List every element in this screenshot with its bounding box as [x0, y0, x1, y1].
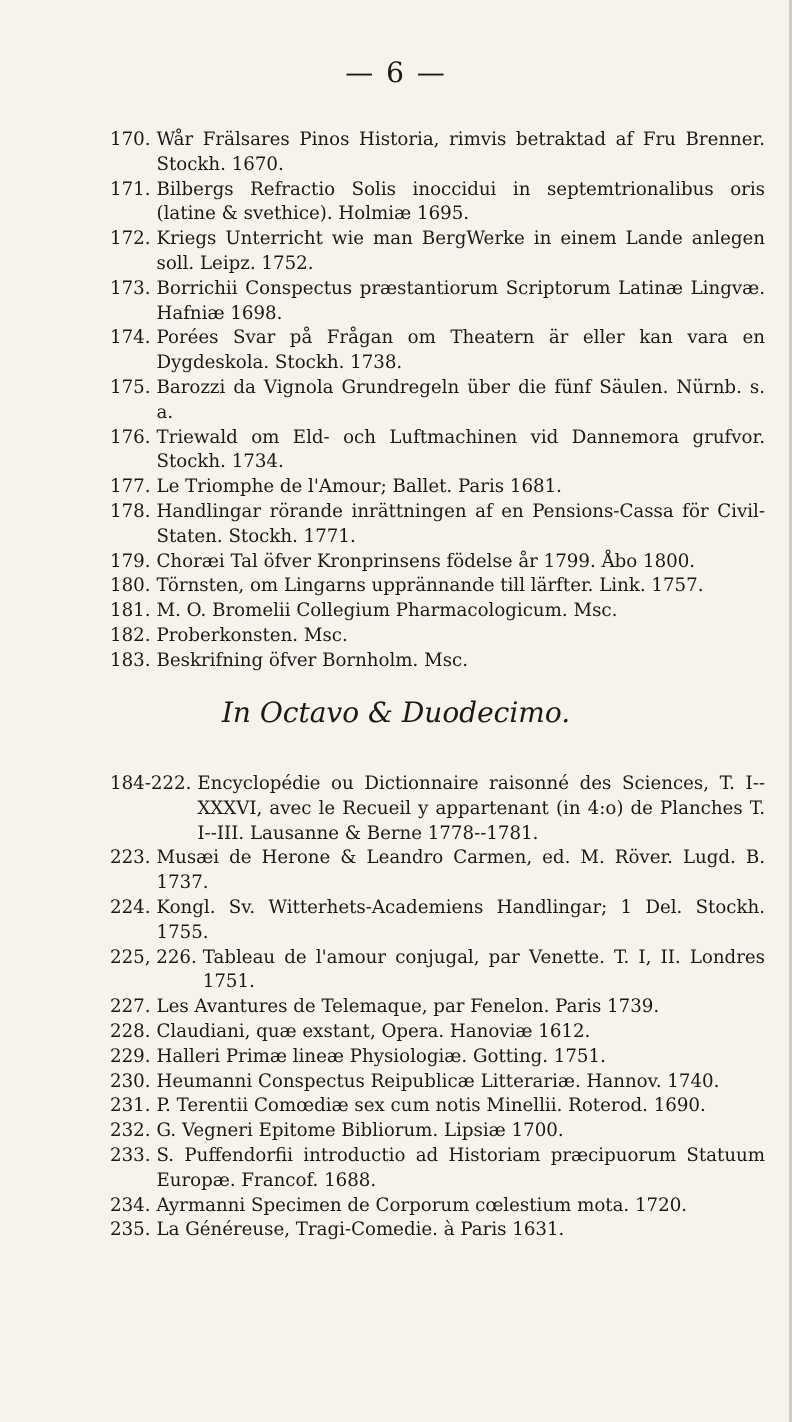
entry-number: 175. — [110, 376, 151, 398]
list-item — [110, 178, 765, 228]
entry-number: 179. — [110, 550, 151, 572]
entry-text: Encyclopédie ou Dictionnaire raisonné des Sciences, T. I--XXXVI, avec le Recueil y appartenant (in 4:o) de Planches T. I--III. Lausanne & Berne 1778--1781. — [197, 773, 765, 844]
entry-text: Heumanni Conspectus Reipublicæ Litterariæ. Hannov. 1740. — [156, 1070, 720, 1092]
entry-text: Handlingar rörande inrättningen af en Pensions-Cassa för Civil-Staten. Stockh. 1771. — [156, 500, 765, 547]
entry-number: 234. — [110, 1194, 151, 1216]
entry-text: Choræi Tal öfver Kronprinsens födelse år 1799. Åbo 1800. — [156, 550, 696, 572]
entry-number: 230. — [110, 1070, 151, 1092]
entry-number: 176. — [110, 426, 151, 448]
page-number: — 6 — — [345, 56, 447, 89]
entry-text: S. Puffendorfii introductio ad Historiam præcipuorum Statuum Europæ. Francof. 1688. — [156, 1144, 765, 1191]
entry-number: 225, 226. — [110, 946, 197, 968]
entry-text: Barozzi da Vignola Grundregeln über die fünf Säulen. Nürnb. s. a. — [156, 376, 765, 423]
list-item — [110, 1144, 765, 1194]
catalogue-list-octavo — [110, 772, 765, 1243]
entry-number: 235. — [110, 1219, 151, 1241]
entry-number: 177. — [110, 476, 151, 498]
entry-text: M. O. Bromelii Collegium Pharmacologicum. Msc. — [156, 600, 618, 622]
list-item — [110, 1094, 765, 1119]
entry-number: 172. — [110, 228, 151, 250]
entry-text: Triewald om Eld- och Luftmachinen vid Dannemora grufvor. Stockh. 1734. — [156, 426, 765, 473]
entry-number: 178. — [110, 500, 151, 522]
entry-text: P. Terentii Comœdiæ sex cum notis Minellii. Roterod. 1690. — [156, 1095, 706, 1117]
entry-text: Musæi de Herone & Leandro Carmen, ed. M. Röver. Lugd. B. 1737. — [156, 847, 765, 894]
list-item — [110, 946, 765, 996]
entry-text: Proberkonsten. Msc. — [156, 624, 348, 646]
entry-text: Tableau de l'amour conjugal, par Venette. T. I, II. Londres 1751. — [202, 946, 765, 993]
entry-text: Ayrmanni Specimen de Corporum cœlestium mota. 1720. — [156, 1194, 688, 1216]
list-item — [110, 227, 765, 277]
list-item — [110, 1218, 765, 1243]
entry-text: Borrichii Conspectus præstantiorum Scriptorum Latinæ Lingvæ. Hafniæ 1698. — [156, 277, 765, 324]
entry-text: Kriegs Unterricht wie man BergWerke in einem Lande anlegen soll. Leipz. 1752. — [156, 228, 765, 274]
list-item — [110, 896, 765, 946]
list-item — [110, 550, 765, 575]
entry-text: Porées Svar på Frågan om Theatern är eller kan vara en Dygdeskola. Stockh. 1738. — [156, 327, 765, 374]
list-item — [110, 599, 765, 624]
entry-text: G. Vegneri Epitome Bibliorum. Lipsiæ 1700. — [156, 1120, 564, 1142]
entry-text: Les Avantures de Telemaque, par Fenelon. Paris 1739. — [156, 996, 660, 1018]
entry-number: 173. — [110, 277, 151, 299]
entry-text: Halleri Primæ lineæ Physiologiæ. Gotting. 1751. — [156, 1045, 606, 1067]
list-item — [110, 277, 765, 327]
entry-number: 233. — [110, 1144, 151, 1166]
entry-number: 232. — [110, 1120, 151, 1142]
entry-number: 171. — [110, 178, 151, 200]
list-item — [110, 624, 765, 649]
entry-number: 227. — [110, 996, 151, 1018]
list-item — [110, 475, 765, 500]
list-item — [110, 846, 765, 896]
list-item — [110, 500, 765, 550]
entry-text: Beskrifning öfver Bornholm. Msc. — [156, 649, 469, 671]
list-item — [110, 1070, 765, 1095]
entry-number: 183. — [110, 649, 151, 671]
entry-number: 182. — [110, 624, 151, 646]
list-item — [110, 1119, 765, 1144]
entry-number: 170. — [110, 129, 151, 150]
entry-text: Wår Frälsares Pinos Historia, rimvis betraktad af Fru Brenner. Stockh. 1670. — [156, 129, 765, 175]
entry-number: 228. — [110, 1020, 151, 1042]
entry-text: La Généreuse, Tragi-Comedie. à Paris 1631. — [156, 1219, 565, 1241]
entry-text: Le Triomphe de l'Amour; Ballet. Paris 1681. — [156, 476, 562, 498]
entry-text: Bilbergs Refractio Solis inoccidui in septemtrionalibus oris (latine & svethice). Holmiæ 1695. — [156, 178, 765, 225]
entry-text: Törnsten, om Lingarns upprännande till lärfter. Link. 1757. — [156, 575, 704, 597]
list-item — [110, 1020, 765, 1045]
list-item — [110, 995, 765, 1020]
entry-number: 181. — [110, 600, 151, 622]
entry-number: 180. — [110, 575, 151, 597]
entry-text: Claudiani, quæ exstant, Opera. Hanoviæ 1612. — [156, 1020, 591, 1042]
list-item — [110, 649, 765, 674]
list-item — [110, 376, 765, 426]
list-item — [110, 128, 765, 178]
entry-number: 229. — [110, 1045, 151, 1067]
list-item — [110, 772, 765, 846]
entry-text: Kongl. Sv. Witterhets-Academiens Handlingar; 1 Del. Stockh. 1755. — [156, 896, 765, 943]
entry-number: 231. — [110, 1095, 151, 1117]
list-item — [110, 1045, 765, 1070]
catalogue-list-folio — [110, 128, 765, 674]
list-item — [110, 326, 765, 376]
entry-number: 184-222. — [110, 773, 192, 794]
section-heading: In Octavo & Duodecimo. — [221, 696, 571, 729]
entry-number: 174. — [110, 327, 151, 349]
list-item — [110, 574, 765, 599]
list-item — [110, 426, 765, 476]
entry-number: 224. — [110, 896, 151, 918]
list-item — [110, 1194, 765, 1219]
entry-number: 223. — [110, 847, 151, 869]
